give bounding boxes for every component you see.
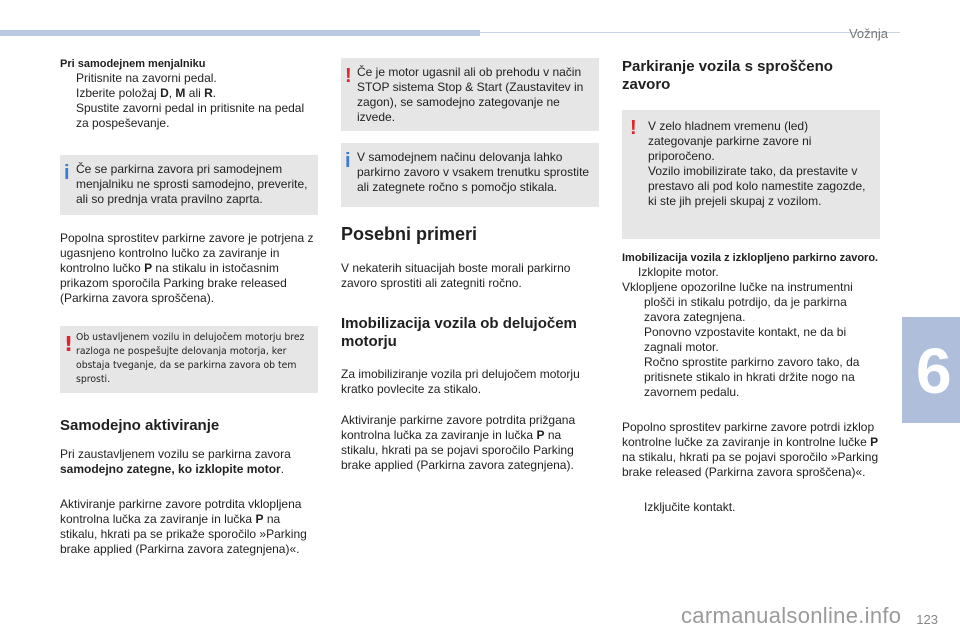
column-right xyxy=(622,58,880,515)
step-item: Ročno sprostite parkirno zavoro tako, da pritisnete stikalo in hkrati držite nogo na zavornem pedalu. xyxy=(644,355,860,399)
chapter-number: 6 xyxy=(916,335,952,407)
info-icon: i xyxy=(345,150,351,172)
warning-icon: ! xyxy=(64,332,74,356)
immobilization-text: Za imobiliziranje vozila pri delujočem motorju kratko povlecite za stikalo. xyxy=(341,367,580,396)
info-box: i Če se parkirna zavora pri samodejnem menjalniku ne sprosti samodejno, preverite, ali so prednja vrata pravilno zaprta. xyxy=(60,155,318,215)
special-cases-text: V nekaterih situacijah boste morali parkirno zavoro sprostiti ali zategniti ročno. xyxy=(341,261,571,290)
info-box: i V samodejnem načinu delovanja lahko parkirno zavoro v vsakem trenutku sprostite ali zategnete ročno s pomočjo stikala. xyxy=(341,143,599,207)
step-item: Ponovno vzpostavite kontakt, ne da bi zagnali motor. xyxy=(644,325,847,354)
step-item: Spustite zavorni pedal in pritisnite na pedal za pospeševanje. xyxy=(76,101,305,130)
column-left xyxy=(60,57,318,557)
section-title: Vožnja xyxy=(848,26,888,41)
warning-icon: ! xyxy=(630,117,637,139)
warning-icon: ! xyxy=(345,65,352,87)
lights-note: Vklopljene opozorilne lučke na instrumentni plošči in stikalu potrdijo, da je parkirna zavora zategnjena. xyxy=(622,280,853,324)
page-number: 123 xyxy=(916,612,938,627)
immobilization-off-heading: Imobilizacija vozila z izklopljeno parkirno zavoro. xyxy=(622,252,879,264)
warning-box: ! Ob ustavljenem vozilu in delujočem motorju brez razloga ne pospešujte delovanja motorja, ker obstaja tveganje, da se parkirna zavora ob tem sprosti. xyxy=(60,326,318,393)
section-heading-auto: Samodejno aktiviranje xyxy=(60,417,220,434)
warning-box: ! V zelo hladnem vremenu (led) zategovanje parkirne zavore ni priporočeno. Vozilo imobilizirate tako, da prestavite v prestavo ali pod kolo namestite zagozde, ki ste jih prejeli skupaj z vozilom. xyxy=(622,110,880,239)
header-accent-bar xyxy=(0,30,480,36)
activation-confirmation-text: Aktiviranje parkirne zavore potrdita vklopljena kontrolna lučka za zaviranje in lučka P na stikalu, hkrati pa se prikaže sporočilo »Parking brake applied (Parkirna zavora zategnjena)«. xyxy=(60,497,307,556)
release-confirmation-text: Popolna sprostitev parkirne zavore je potrjena z ugasnjeno kontrolno lučko za zaviranje in kontrolno lučko P na stikalu in istočasnim prikazom sporočila Parking brake released (Parkirna zavora sproščena). xyxy=(60,231,314,305)
step-item: Izključite kontakt. xyxy=(644,500,736,514)
section-heading-immobilization: Imobilizacija vozila ob delujočem motorju xyxy=(341,315,577,350)
section-heading-parking: Parkiranje vozila s sproščeno zavoro xyxy=(622,58,833,93)
step-item: Pritisnite na zavorni pedal. xyxy=(76,71,217,85)
release-confirmation-text: Popolno sprostitev parkirne zavore potrdi izklop kontrolne lučke za zaviranje in kontrolne lučke P na stikalu, hkrati pa se pojavi sporočilo »Parking brake released (Parkirna zavora sproščena)«. xyxy=(622,420,879,479)
step-item: Izberite položaj D, M ali R. xyxy=(76,86,217,100)
header-rule xyxy=(480,32,900,33)
watermark: carmanualsonline.info xyxy=(681,603,902,628)
warning-box: ! Če je motor ugasnil ali ob prehodu v način STOP sistema Stop & Start (Zaustavitev in zagon), se samodejno zategovanje ne izvede. xyxy=(341,58,599,131)
auto-gearbox-heading: Pri samodejnem menjalniku xyxy=(60,58,206,70)
immobilization-confirmation-text: Aktiviranje parkirne zavore potrdita prižgana kontrolna lučka za zaviranje in lučka P na stikalu, hkrati pa se pojavi sporočilo Parking brake applied (Parkirna zavora zategnjena). xyxy=(341,413,576,472)
column-middle xyxy=(341,58,599,473)
step-item: Izklopite motor. xyxy=(638,265,719,279)
chapter-tab xyxy=(902,317,960,423)
section-heading-special: Posebni primeri xyxy=(341,224,478,244)
auto-activation-text: Pri zaustavljenem vozilu se parkirna zavora samodejno zategne, ko izklopite motor. xyxy=(60,447,291,476)
info-icon: i xyxy=(64,162,70,184)
